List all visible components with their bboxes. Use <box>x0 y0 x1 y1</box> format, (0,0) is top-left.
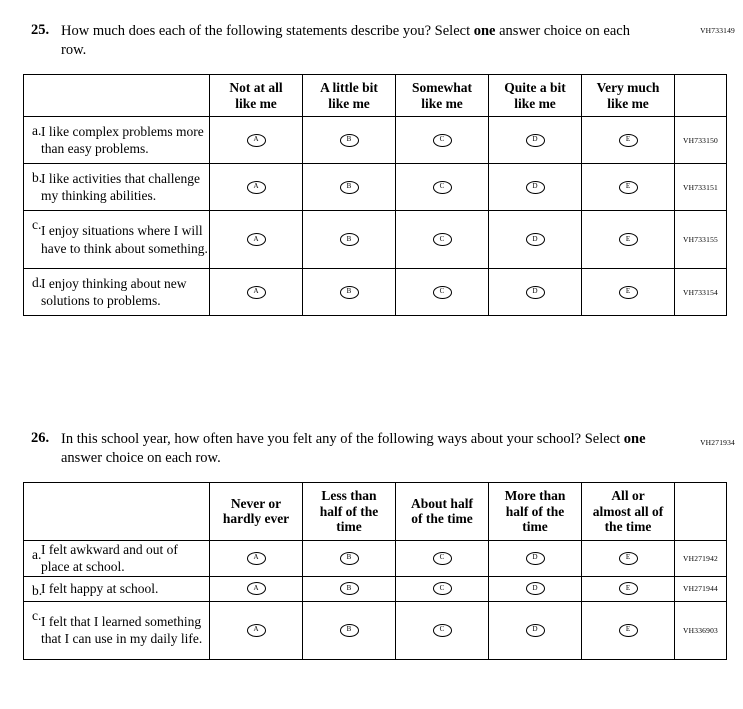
column-header-line: Less than <box>321 488 377 503</box>
radio-bubble[interactable] <box>619 624 638 637</box>
radio-bubble[interactable] <box>433 233 452 246</box>
statement-text: I felt that I learned something that I can use in my daily life. <box>41 613 203 646</box>
column-header-5 <box>582 483 675 541</box>
table-row <box>24 269 727 316</box>
statement-letter: a. <box>32 546 42 562</box>
radio-option-b2[interactable] <box>303 576 396 601</box>
radio-bubble-letter: C <box>439 234 445 243</box>
radio-bubble[interactable] <box>433 286 452 299</box>
radio-bubble[interactable] <box>619 233 638 246</box>
radio-bubble[interactable] <box>526 624 545 637</box>
column-header-2 <box>303 75 396 117</box>
radio-option-d5[interactable] <box>582 269 675 316</box>
radio-bubble[interactable] <box>247 552 266 565</box>
radio-bubble[interactable] <box>247 233 266 246</box>
radio-bubble[interactable] <box>526 134 545 147</box>
statement-cell <box>24 601 210 659</box>
radio-bubble-letter: E <box>625 182 631 191</box>
radio-option-d2[interactable] <box>303 269 396 316</box>
question-header <box>0 22 743 60</box>
radio-option-c4[interactable] <box>489 601 582 659</box>
statement-text: I felt awkward and out of place at school. <box>41 541 178 574</box>
radio-bubble[interactable] <box>340 233 359 246</box>
statement-cell <box>24 540 210 576</box>
question-header <box>0 430 743 468</box>
radio-bubble[interactable] <box>433 624 452 637</box>
radio-bubble-letter: A <box>253 234 259 243</box>
radio-bubble[interactable] <box>340 624 359 637</box>
radio-bubble-letter: C <box>439 182 445 191</box>
radio-bubble[interactable] <box>433 181 452 194</box>
column-header-line: time <box>336 519 362 534</box>
radio-bubble-letter: E <box>625 583 631 592</box>
radio-bubble-letter: B <box>346 135 352 144</box>
radio-bubble[interactable] <box>619 552 638 565</box>
radio-bubble-letter: B <box>346 553 352 562</box>
radio-option-a5[interactable] <box>582 540 675 576</box>
radio-option-a4[interactable] <box>489 540 582 576</box>
column-header-line: like me <box>514 95 556 111</box>
statement-text: I like activities that challenge my thinking abilities. <box>41 170 200 203</box>
column-header-line: Somewhat <box>412 80 472 95</box>
radio-bubble-letter: D <box>532 135 538 144</box>
radio-bubble-letter: D <box>532 182 538 191</box>
radio-bubble[interactable] <box>526 233 545 246</box>
radio-option-d1[interactable] <box>210 269 303 316</box>
statement-letter: b. <box>32 170 43 185</box>
radio-bubble[interactable] <box>340 582 359 595</box>
statement-letter: d. <box>32 275 43 290</box>
column-header-line: Very much <box>596 80 660 95</box>
radio-bubble-letter: A <box>253 287 259 296</box>
column-header-line: like me <box>235 95 277 111</box>
column-header-line: almost all of <box>592 503 664 519</box>
question-text-part2: answer choice on each row. <box>61 450 221 466</box>
column-header-line: hardly ever <box>222 511 290 527</box>
column-header-line: of the time <box>411 511 473 527</box>
radio-option-c4[interactable] <box>489 211 582 269</box>
column-header-4 <box>489 483 582 541</box>
matrix-corner-cell <box>24 75 210 117</box>
statement-cell <box>24 269 210 316</box>
radio-bubble[interactable] <box>619 286 638 299</box>
statement-letter: c. <box>32 607 42 623</box>
radio-option-b5[interactable] <box>582 576 675 601</box>
radio-option-c5[interactable] <box>582 211 675 269</box>
statement-letter: b. <box>32 582 43 598</box>
row-code: VH733150 <box>675 117 727 164</box>
radio-bubble[interactable] <box>526 552 545 565</box>
radio-option-a3[interactable] <box>396 540 489 576</box>
column-header-line: Not at all <box>229 80 283 95</box>
matrix-code-header-cell <box>675 75 727 117</box>
radio-bubble-letter: E <box>625 287 631 296</box>
question-corner-code: VH733149 <box>700 26 735 35</box>
column-header-1 <box>210 75 303 117</box>
column-header-line: All or <box>611 488 645 503</box>
matrix-header-row <box>24 75 727 117</box>
radio-bubble-letter: A <box>253 553 259 562</box>
radio-bubble[interactable] <box>433 134 452 147</box>
radio-bubble[interactable] <box>619 134 638 147</box>
radio-bubble[interactable] <box>526 582 545 595</box>
radio-bubble-letter: B <box>346 234 352 243</box>
table-row <box>24 601 727 659</box>
column-header-3 <box>396 75 489 117</box>
radio-option-c2[interactable] <box>303 211 396 269</box>
column-header-line: About half <box>411 495 473 511</box>
radio-option-d4[interactable] <box>489 269 582 316</box>
radio-option-b1[interactable] <box>210 576 303 601</box>
table-row <box>24 117 727 164</box>
radio-option-a5[interactable] <box>582 117 675 164</box>
question-text-emphasis: one <box>473 23 496 39</box>
table-row <box>24 164 727 211</box>
radio-option-a1[interactable] <box>210 117 303 164</box>
table-row <box>24 576 727 601</box>
question-block-26 <box>0 430 743 660</box>
radio-bubble-letter: D <box>532 553 538 562</box>
table-row <box>24 211 727 269</box>
question-number: 26. <box>31 430 50 446</box>
radio-option-b1[interactable] <box>210 164 303 211</box>
radio-option-c1[interactable] <box>210 211 303 269</box>
question-text <box>61 430 651 468</box>
statement-cell <box>24 164 210 211</box>
question-text-emphasis: one <box>623 431 646 447</box>
radio-bubble-letter: B <box>346 287 352 296</box>
statement-cell <box>24 211 210 269</box>
column-header-1 <box>210 483 303 541</box>
radio-bubble-letter: D <box>532 287 538 296</box>
row-code: VH733154 <box>675 269 727 316</box>
radio-bubble[interactable] <box>247 582 266 595</box>
radio-option-a3[interactable] <box>396 117 489 164</box>
column-header-line: like me <box>328 95 370 111</box>
radio-bubble[interactable] <box>247 134 266 147</box>
radio-bubble-letter: A <box>253 583 259 592</box>
question-corner-code: VH271934 <box>700 438 735 447</box>
radio-option-c2[interactable] <box>303 601 396 659</box>
radio-bubble-letter: C <box>439 287 445 296</box>
radio-bubble-letter: E <box>625 135 631 144</box>
question-number: 25. <box>31 22 50 38</box>
radio-bubble-letter: C <box>439 583 445 592</box>
radio-option-c5[interactable] <box>582 601 675 659</box>
radio-bubble-letter: E <box>625 234 631 243</box>
statement-text: I like complex problems more than easy problems. <box>41 123 204 156</box>
column-header-line: Quite a bit <box>504 80 566 95</box>
statement-letter: a. <box>32 123 42 138</box>
radio-option-b4[interactable] <box>489 576 582 601</box>
statement-letter: c. <box>32 217 42 232</box>
row-code: VH271942 <box>675 540 727 576</box>
radio-option-a2[interactable] <box>303 117 396 164</box>
column-header-2 <box>303 483 396 541</box>
radio-option-c3[interactable] <box>396 211 489 269</box>
radio-bubble-letter: D <box>532 234 538 243</box>
column-header-5 <box>582 75 675 117</box>
table-row <box>24 540 727 576</box>
row-code: VH336903 <box>675 601 727 659</box>
radio-bubble[interactable] <box>247 181 266 194</box>
statement-text: I enjoy thinking about new solutions to problems. <box>41 275 187 308</box>
column-header-line: like me <box>607 95 649 111</box>
radio-option-a2[interactable] <box>303 540 396 576</box>
radio-option-a4[interactable] <box>489 117 582 164</box>
column-header-line: A little bit <box>320 80 378 95</box>
statement-cell <box>24 117 210 164</box>
radio-bubble-letter: A <box>253 135 259 144</box>
column-header-line: time <box>522 519 548 534</box>
radio-bubble-letter: B <box>346 182 352 191</box>
radio-bubble-letter: D <box>532 625 538 634</box>
radio-bubble[interactable] <box>340 286 359 299</box>
matrix-corner-cell <box>24 483 210 541</box>
radio-option-b2[interactable] <box>303 164 396 211</box>
answer-matrix-26 <box>23 482 727 660</box>
column-header-line: like me <box>421 95 463 111</box>
radio-bubble-letter: A <box>253 182 259 191</box>
row-code: VH271944 <box>675 576 727 601</box>
radio-option-d3[interactable] <box>396 269 489 316</box>
column-header-line: the time <box>604 519 652 534</box>
column-header-4 <box>489 75 582 117</box>
radio-bubble[interactable] <box>619 181 638 194</box>
column-header-line: half of the <box>319 503 379 519</box>
radio-bubble[interactable] <box>247 624 266 637</box>
column-header-3 <box>396 483 489 541</box>
row-code: VH733151 <box>675 164 727 211</box>
matrix-header-row <box>24 483 727 541</box>
column-header-line: half of the <box>505 503 565 519</box>
statement-cell <box>24 576 210 601</box>
radio-bubble[interactable] <box>340 552 359 565</box>
question-text <box>61 22 651 60</box>
radio-bubble-letter: C <box>439 625 445 634</box>
radio-bubble-letter: A <box>253 625 259 634</box>
statement-text: I enjoy situations where I will have to think about something. <box>41 223 208 256</box>
column-header-line: Never or <box>230 495 282 511</box>
answer-matrix-25 <box>23 74 727 316</box>
radio-bubble[interactable] <box>433 552 452 565</box>
radio-bubble[interactable] <box>340 134 359 147</box>
question-text-part1: How much does each of the following statements describe you? Select <box>61 23 474 39</box>
radio-option-b3[interactable] <box>396 576 489 601</box>
radio-bubble[interactable] <box>526 181 545 194</box>
radio-bubble[interactable] <box>340 181 359 194</box>
radio-bubble-letter: D <box>532 583 538 592</box>
question-text-part1: In this school year, how often have you felt any of the following ways about your school? Select <box>61 431 624 447</box>
radio-bubble-letter: B <box>346 625 352 634</box>
radio-bubble-letter: B <box>346 583 352 592</box>
radio-option-c3[interactable] <box>396 601 489 659</box>
radio-bubble-letter: E <box>625 553 631 562</box>
radio-option-b4[interactable] <box>489 164 582 211</box>
radio-bubble[interactable] <box>526 286 545 299</box>
radio-option-a1[interactable] <box>210 540 303 576</box>
statement-text: I felt happy at school. <box>41 580 159 596</box>
radio-bubble-letter: C <box>439 135 445 144</box>
radio-option-b3[interactable] <box>396 164 489 211</box>
question-block-25 <box>0 22 743 316</box>
row-code: VH733155 <box>675 211 727 269</box>
column-header-line: More than <box>504 488 566 503</box>
radio-bubble[interactable] <box>433 582 452 595</box>
matrix-code-header-cell <box>675 483 727 541</box>
radio-option-c1[interactable] <box>210 601 303 659</box>
radio-bubble-letter: E <box>625 625 631 634</box>
question-text-part2: answer choice on each row. <box>61 23 630 58</box>
radio-bubble[interactable] <box>619 582 638 595</box>
radio-bubble-letter: C <box>439 553 445 562</box>
radio-option-b5[interactable] <box>582 164 675 211</box>
radio-bubble[interactable] <box>247 286 266 299</box>
